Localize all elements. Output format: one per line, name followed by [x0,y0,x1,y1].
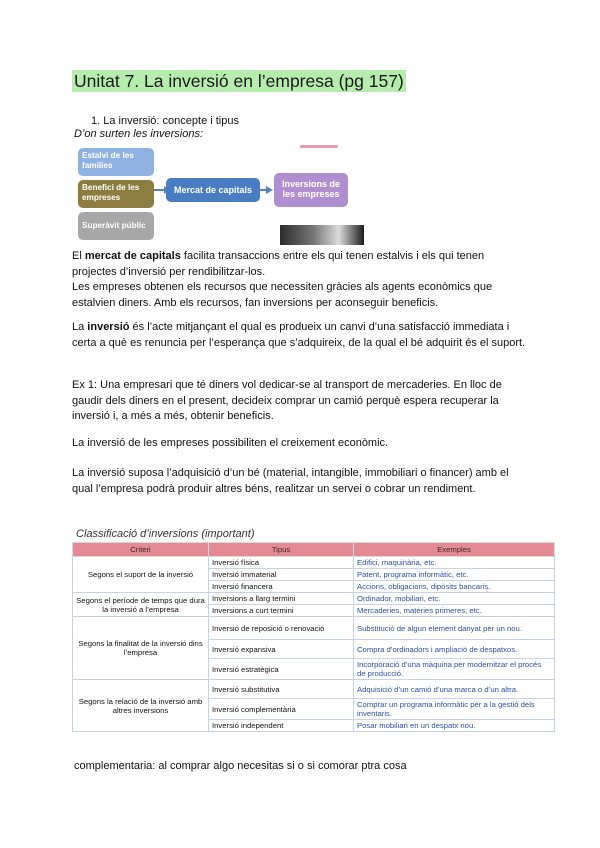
exemple-cell: Patent, programa informàtic, etc. [354,569,555,581]
page-title: Unitat 7. La inversió en l’empresa (pg 157) [74,71,404,91]
criteri-cell: Segons el període de temps que dura la inversió a l’empresa [73,593,209,617]
exemple-cell: Substitució de algun element danyat per un nou. [354,617,555,640]
tipus-cell: Inversió substitutiva [209,680,354,699]
exemple-cell: Comprar un programa informàtic per a la gestió dels inventaris. [354,699,555,720]
exemple-cell: Adquisició d’un camió d’una marca o d’un altra. [354,680,555,699]
paragraph-example: Ex 1: Una empresari que té diners vol dedicar-se al transport de mercaderies. En lloc de gaudir dels diners en el present, decideix comprar un camió perquè espera recuperar la inversió i, a més a més, obtenir beneficis. [72,379,502,422]
bold-term: mercat de capitals [84,250,181,262]
paragraph-growth: La inversió de les empreses possibiliten el creixement econòmic. [72,437,389,449]
paragraph-definition [72,320,530,351]
tipus-cell: Inversió independent [209,720,354,732]
exemple-cell: Posar mobiliari en un despatx nou. [354,720,555,732]
tipus-cell: Inversió complementària [209,699,354,720]
table-row [73,680,555,699]
paragraph-acquisition: La inversió suposa l’adquisició d’un bé (material, intangible, immobiliari o financer) amb el qual l’empresa podrà produir altres béns, realitzar un servei o cobrar un rendiment. [72,467,509,495]
paragraph-market [72,249,530,280]
tipus-cell: Inversió expansiva [209,640,354,659]
exemple-cell: Mercaderies, matèries primeres, etc. [354,605,555,617]
tipus-cell: Inversió financera [209,581,354,593]
footer-note: complementaria: al comprar algo necesitas si o si comorar ptra cosa [74,760,407,772]
diagram-source-companies: Benefici de les empreses [78,180,154,208]
table-row [73,593,555,605]
text: El [72,250,85,262]
origins-label: D’on surten les inversions: [74,128,204,140]
exemple-cell: Incorporació d’una màquina per modernitzar el procés de producció. [354,659,555,680]
diagram-source-public: Superàvit públic [78,212,154,240]
header-exemples: Exemples [354,543,555,557]
diagram-center-box: Mercat de capitals [166,178,260,202]
section-heading: 1. La inversió: concepte i tipus [91,115,239,127]
criteri-cell: Segons la finalitat de la inversió dins l’empresa [73,617,209,680]
tipus-cell: Inversió física [209,557,354,569]
tipus-cell: Inversió de reposició o renovació [209,617,354,640]
text: facilita transaccions entre els qui tenen estalvis i els qui tenen projectes d’inversió per rendibilitzar-los. [72,250,485,278]
text: és l’acte mitjançant el qual es produeix un canvi d’una satisfacció immediata i certa a què es renuncia per l’esperança que s’adquireix, de la qual el bé adquirit és el suport. [72,321,526,349]
exemple-cell: Accions, obligacions, dipòsits bancaris. [354,581,555,593]
bold-term: inversió [87,321,130,333]
exemple-cell: Compra d’ordinadors i ampliació de despatxos. [354,640,555,659]
tipus-cell: Inversió estratègica [209,659,354,680]
criteri-cell: Segons el suport de la inversió [73,557,209,593]
handshake-image [280,225,364,245]
classification-table [72,542,555,732]
header-criteri: Criteri [73,543,209,557]
text: La [72,321,88,333]
header-tipus: Tipus [209,543,354,557]
tipus-cell: Inversions a curt termini [209,605,354,617]
exemple-cell: Ordinador, mobiliari, etc. [354,593,555,605]
paragraph-resources: Les empreses obtenen els recursos que necessiten gràcies als agents econòmics que estalvien diners. Amb els recursos, fan inversions per aconseguir beneficis. [72,281,493,309]
table-row [73,617,555,640]
tipus-cell: Inversions a llarg termini [209,593,354,605]
criteri-cell: Segons la relació de la inversió amb altres inversions [73,680,209,732]
tipus-cell: Inversió immaterial [209,569,354,581]
diagram-source-households: Estalvi de les famílies [78,148,154,176]
diagram-target-box: Inversions de les empreses [274,173,348,207]
classification-title: Classificació d’inversions (important) [76,528,255,540]
exemple-cell: Edifici, maquinària, etc. [354,557,555,569]
table-row [73,557,555,569]
